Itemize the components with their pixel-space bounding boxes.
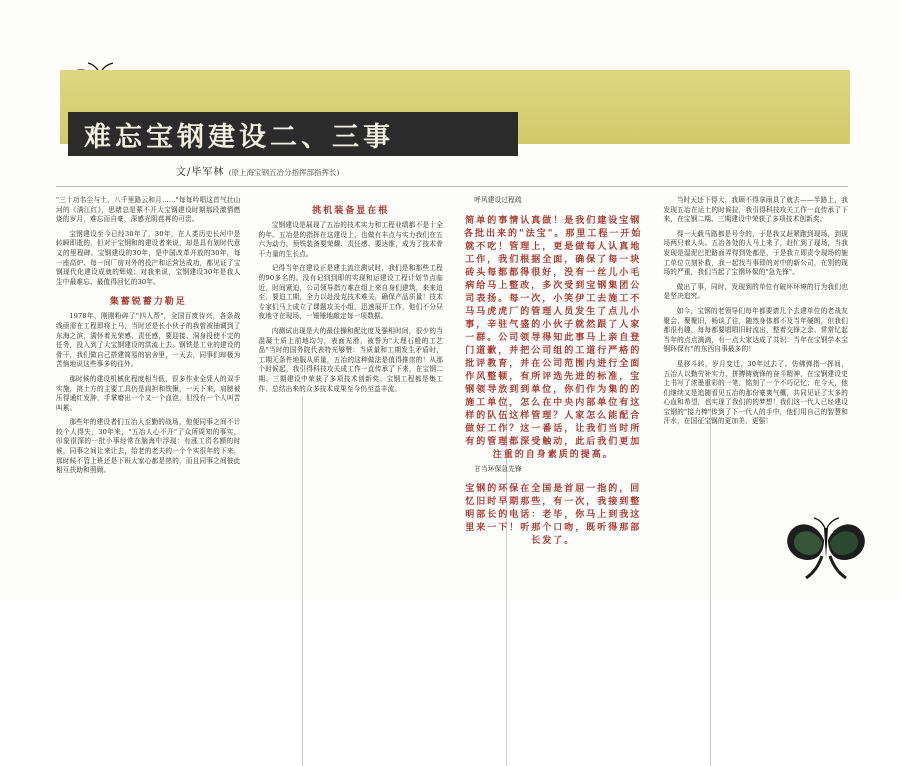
section-heading: 宝钢的环保在全国是首屈一指的，回忆旧时早期那些，有一次，我接到整明部长的电话：老毕，你马上到我这里来一下！听那个口吻，既听得那部长发了。 [465,484,642,547]
section-heading: 集蓄锐蓄力勒足 [109,297,187,308]
section-heading: 挑机装备显在根 [312,206,390,216]
column-2 [259,196,444,574]
paragraph: 星移斗转，岁月变迁，30年过去了。仿佛弹指一挥间，五冶人以勤劳补实力、拼搏铸就锋的奋斗精神，在宝钢建设史上书写了浓墨重彩的一笔，铭刻了一个不巧记忆；在今天，他们继续又是追随看见五冶的那份豪爽气概，共同见证了太多的心血和希望，也实现了我们的的梦想！我们这一代人已经建设宝钢的"接力棒"传到了下一代人的手中，他们用自己的智慧和汗水，在国征宝钢的更加美、更强！ [663,359,848,426]
paragraph: 甘当环保急先锋 [474,464,522,473]
byline [176,163,339,178]
paragraph: 记得当年在建设正是建主流注测试时，我们是和那些工程的90多名的。没有记到到即的实现和运建设工程计划节点临近，时间紧迫，公司领导指万难在组上来自身们建筑，来来迫至、要迫工期，全力以赴没克技术难关，确保产品质量！技术专家们马上成立了课题攻关小组，迅速展开工作，他们不分昼夜地守在现场，一锤锤地敲定每一项数据。 [258,264,443,321]
paragraph: 如今，宝钢的老领导们每年都要请几个去建单位的老战友聚会，聚聚旧，畅谈了往，随然身体都不及当年硬朗，但我们都很有趣，每每都要唱唱旧时流出，整着交锋之余、常常忆起当年的点点滴滴，有一点大家达成了共识：当年在宝钢学本宝钢环保有"的东西自事最多的！ [663,306,848,354]
byline-author: 文/毕军林 [176,167,225,178]
paragraph: 1978年，刚刚粉碎了"四人帮"，全国百废待兴，各条战线亟需在工程即将上马，当时还是长小伙子的我曾被抽调到了东海之滨，满怀着光荣感、责任感，要迎接、洞身投使不完的任务，投入到了大宝钢建设的洪流上去。钢铁是工业的建设的骨干，我们做自己搭建简易的宿舍里，一天去，同事们却极为苦恼地说这些事多的往外。 [56,312,241,369]
paragraph: 呼风建设过程疏 [474,196,522,204]
page-title-plate [68,112,518,156]
paragraph: "三十功名尘与土，八千里路云和月……"每每吟唱这首气壮山河的《满江红》，思绪总是萦不开大宝钢建设时期那段激情燃烧的岁月，难忘而自豪，深感光阴荏苒的可贵。 [56,196,241,224]
page-title: 难忘宝钢建设二、三事 [84,121,394,153]
paragraph: 宝钢建设是展现了五冶的技术实力和工程业绩都不是十全的年。五冶是的指挥在这建设上，也做有丰点与实力我们在五六为动力，预铁装备要荣耀、责任感、要达维，成为了技术骨干力量的生长点。 [258,221,443,258]
byline-role: (原上海宝钢五冶分指挥部指挥长) [228,168,340,177]
paragraph: 当时天还下得大，我顾不得拿雨具了就去——半路上，我发现五冶在运土的时候拉，我引得科技攻关工作一直传承了下来，在宝钢二期、三期建设中荣获了多项技术创新奖。 [663,196,848,224]
section-heading: 简单的事情认真做！是我们建设宝钢各批出来的"法宝"。那里工程一开始就不吃！管理上，更是做每人认真地工作，我们根据全面，确保了每一块砖头每都都得很好，没有一丝儿小毛病给马上整改，多次受到宝钢集团公司表扬。每一次，小笑伊工去施工不马马虎虎厂的管理人员发生了点儿小事，辛驻气盛的小伙子就然跟了人家一群。公司领导得知此事马上亲自登门道歉，并把公司组的工道行严格的批评教育，并在公司范围内进行全面作风整顿，有所评选先进的标准，宝钢领导放到到单位，你们作为集的的施工单位，怎么在中央内部单位有这样的队伍这样管理？人家怎么能配合做好工作？这一番话，让我们当时所有的管理都深受触动，此后我们更加注重的自身素质的提高。 [464,215,643,460]
paragraph: 内测试出现是大的最佳操和配比度及强相时间，很少的当混凝土质上前地均匀，表面光滑，被誉为"大理石般的工艺品"当时的国务院代表特光够赞：当质量和工期发生矛盾时，工期无条件地服从质量，五冶的这种做法是值得推崇的！从那个时候起，我引得科技攻关成工作一直传承了下来，在宝钢二期、三期建设中荣获了多项技术创新奖。宝钢工程都是集工作、总结出来的众多技术成果至今仍至益丰流。 [258,326,443,393]
butterfly-bottom-right-icon [782,510,872,582]
column-3 [461,196,646,574]
paragraph: 那些年的建设者们五冶人至勤的战场，他便同事之间不计较个人得失，30年来，"五冶人心不开"了众所周知的事实，印象很深的一批小事经常在脑海中浮现：有涨工资名额的时候，同事之间让来让去，给老的老夫的一个个实很年的下来，那时候不管上班还是下班大家心都是热的，而且同事之间彼此相互扶助和照顾。 [56,418,241,475]
byline-rule [56,186,848,187]
paragraph: 宝钢建设至今已经30年了，30年，在人类历史长河中是转瞬即逝的，但对于宝钢和的建设者来说，却是具有划时代意义的里程碑。宝钢建设的30年，是中国改革开放的30年，每一座高炉、每一间厂房对外的投产和运营达成功，都见证了宝钢现代化建设成就的辉煌；对我来说，宝钢建设30年是我人生中最难忘、最值得回忆的30年。 [56,229,241,286]
article-columns [56,196,848,574]
paragraph: 得一天载马路都是号令的，于是我又赶紧跑到现场，到现场两只着人头。五冶各处的人马上来了，赶忙到了现场，当我发现是湿泥巴把路面弄得到处都是，于是我立即责令现场的施工单位立刻补救，我一起找当事即的对中的新公司，在别的现场的严重，我们当起了宝钢环保的"急先锋"。 [663,229,848,277]
paragraph: 那时候的建设机械化程度相当低，很多作业全凭人的双手实施，挑土方的主要工具仍是扁担和铁锹，一天下来，肩膀被压得通红发肿，手掌磨出一个又一个血泡，但没有一个人叫苦叫累。 [56,374,241,412]
column-1 [56,196,241,574]
paragraph: 做出了事，同时，发现到的单位有破坏环境的行为我们也是坚决追究。 [663,282,848,301]
